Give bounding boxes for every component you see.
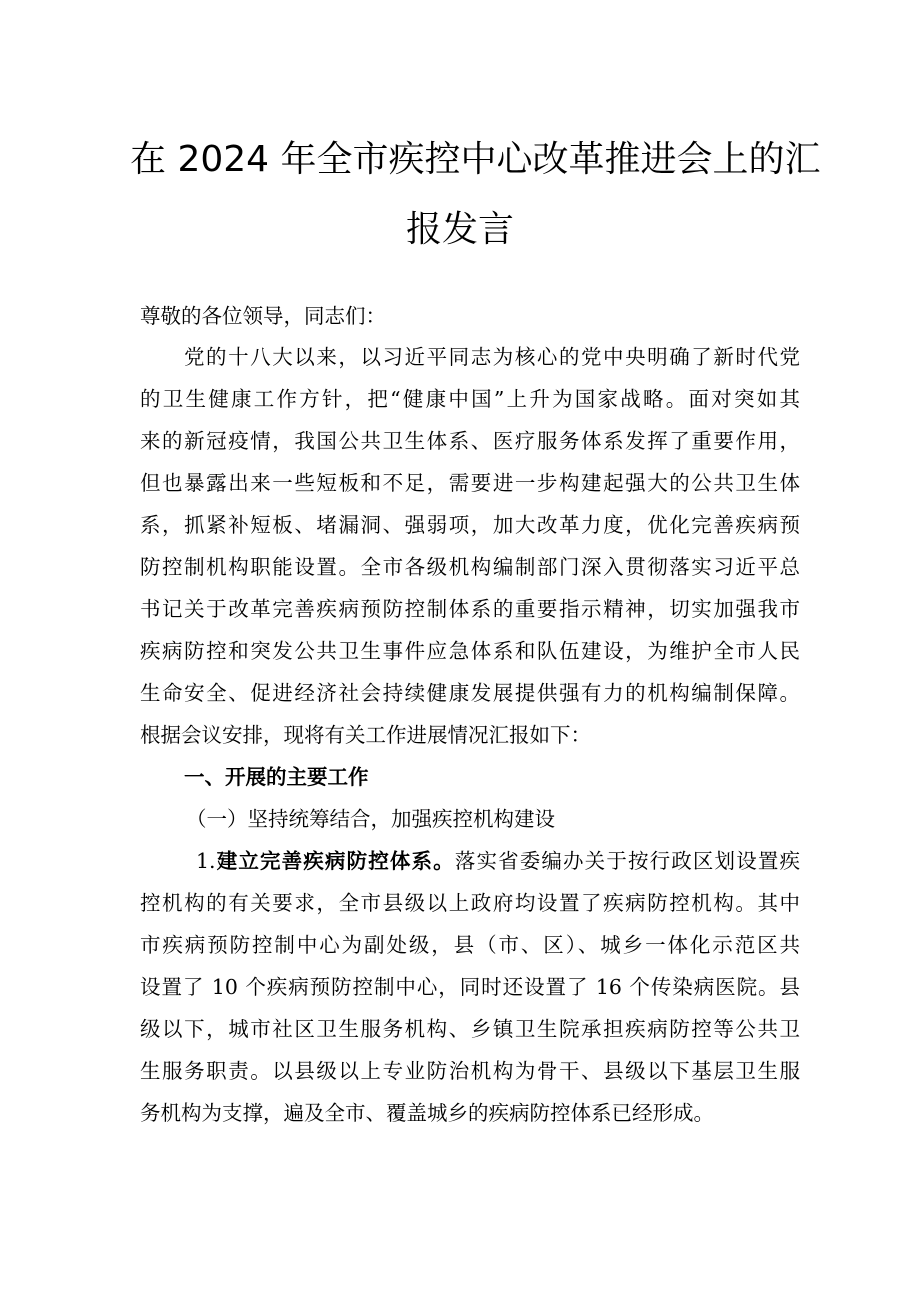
item-1-line-7: 务机构为支撑，遍及全市、覆盖城乡的疾病防控体系已经形成。 — [140, 1101, 714, 1125]
section-heading-2: （一）坚持统筹结合，加强疾控机构建设 — [186, 807, 555, 831]
intro-line-6: 防控制机构职能设置。全市各级机构编制部门深入贯彻落实习近平总 — [140, 555, 800, 579]
intro-line-4: 但也暴露出来一些短板和不足，需要进一步构建起强大的公共卫生体 — [140, 471, 800, 495]
intro-line-8: 疾病防控和突发公共卫生事件应急体系和队伍建设，为维护全市人民 — [140, 639, 800, 663]
item-1-title: 建立完善疾病防控体系。 — [215, 849, 455, 873]
item-1-line-6: 生服务职责。以县级以上专业防治机构为骨干、县级以下基层卫生服 — [140, 1059, 800, 1083]
intro-line-1: 党的十八大以来，以习近平同志为核心的党中央明确了新时代党 — [184, 345, 800, 369]
intro-line-10: 根据会议安排，现将有关工作进展情况汇报如下： — [140, 723, 591, 747]
document-title-line-2: 报发言 — [405, 209, 514, 250]
item-1-first-line — [196, 847, 800, 875]
salutation: 尊敬的各位领导，同志们： — [140, 304, 386, 328]
item-1-first-line-rest: 落实省委编办关于按行政区划设置疾 — [454, 849, 800, 873]
item-1-line-4: 设置了 10 个疾病预防控制中心，同时还设置了 16 个传染病医院。县 — [140, 975, 800, 999]
intro-line-9: 生命安全、促进经济社会持续健康发展提供强有力的机构编制保障。 — [140, 681, 800, 705]
section-heading-1: 一、开展的主要工作 — [184, 765, 369, 789]
intro-line-2: 的卫生健康工作方针，把“健康中国”上升为国家战略。面对突如其 — [140, 387, 800, 411]
intro-line-5: 系，抓紧补短板、堵漏洞、强弱项，加大改革力度，优化完善疾病预 — [140, 513, 800, 537]
document-title-line-1: 在 2024 年全市疾控中心改革推进会上的汇 — [130, 139, 821, 180]
intro-line-7: 书记关于改革完善疾病预防控制体系的重要指示精神，切实加强我市 — [140, 597, 800, 621]
item-1-line-5: 级以下，城市社区卫生服务机构、乡镇卫生院承担疾病防控等公共卫 — [140, 1017, 800, 1041]
item-1-line-2: 控机构的有关要求，全市县级以上政府均设置了疾病防控机构。其中 — [140, 891, 800, 915]
item-1-number: 1. — [196, 849, 216, 873]
intro-line-3: 来的新冠疫情，我国公共卫生体系、医疗服务体系发挥了重要作用， — [140, 429, 800, 453]
item-1-line-3: 市疾病预防控制中心为副处级，县（市、区）、城乡一体化示范区共 — [140, 933, 800, 957]
